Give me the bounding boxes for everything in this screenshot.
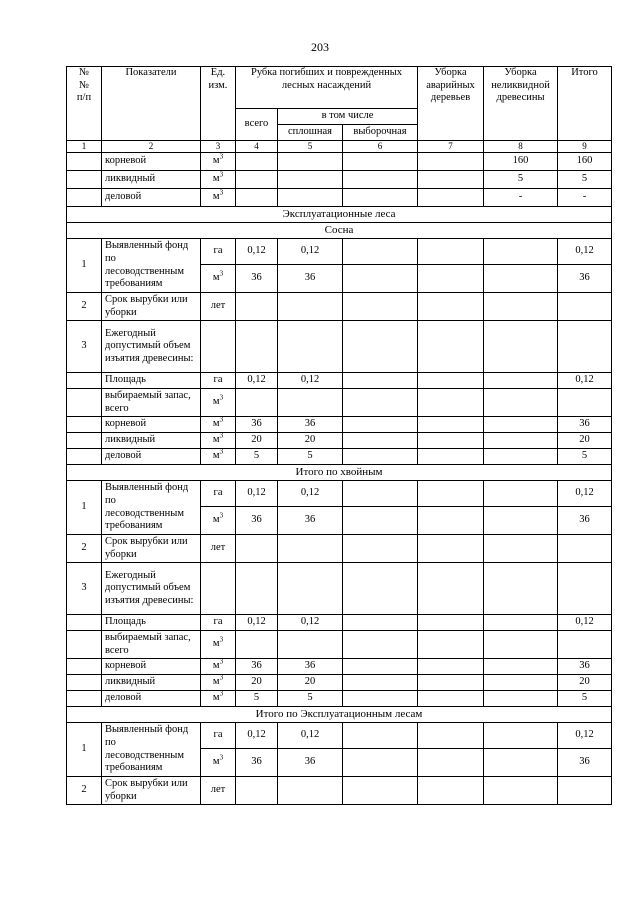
unit-cell: лет [201, 535, 236, 563]
value-cell: 5 [236, 449, 278, 465]
value-cell [484, 293, 558, 321]
col-solid-header: сплошная [278, 125, 343, 141]
value-cell [343, 389, 418, 417]
value-cell [236, 293, 278, 321]
unit-m: м [212, 272, 220, 284]
value-cell [343, 153, 418, 171]
row-number: 1 [67, 481, 102, 535]
section-title: Эксплуатационные леса [67, 207, 612, 223]
value-cell: 0,12 [278, 723, 343, 749]
unit-exp: 3 [219, 658, 224, 666]
unit-cell [201, 189, 236, 207]
value-cell: 5 [558, 449, 612, 465]
num-cell [67, 373, 102, 389]
label-cell: корневой [102, 417, 201, 433]
section-title: Итого по хвойным [67, 465, 612, 481]
value-cell [484, 321, 558, 373]
unit-m: м [212, 450, 220, 462]
value-cell: 20 [278, 433, 343, 449]
label-cell: Площадь [102, 373, 201, 389]
col-number: 5 [278, 141, 343, 153]
label-cell: Выявленный фонд по лесоводственным требованиям [102, 481, 201, 535]
value-cell: 5 [278, 691, 343, 707]
unit-m: м [212, 155, 220, 167]
value-cell: 36 [236, 417, 278, 433]
unit-m: м [212, 676, 220, 688]
value-cell: 36 [558, 417, 612, 433]
table-row [67, 449, 612, 465]
table-row [67, 659, 612, 675]
value-cell: 36 [236, 507, 278, 535]
value-cell [484, 449, 558, 465]
unit-cell [201, 389, 236, 417]
value-cell [343, 777, 418, 805]
unit-cell [201, 171, 236, 189]
table-row [67, 777, 612, 805]
table-row [67, 563, 612, 615]
row-number: 1 [67, 239, 102, 293]
row-number: 1 [67, 723, 102, 777]
value-cell: 160 [558, 153, 612, 171]
col-number: 9 [558, 141, 612, 153]
label-cell: Выявленный фонд по лесоводственным требованиям [102, 723, 201, 777]
unit-cell [201, 749, 236, 777]
value-cell [343, 675, 418, 691]
page-number: 203 [311, 40, 329, 54]
value-cell [418, 417, 484, 433]
col-unit-header: Ед. изм. [201, 67, 236, 141]
unit-m: м [212, 418, 220, 430]
value-cell [278, 563, 343, 615]
num-cell [67, 449, 102, 465]
label-cell: Срок вырубки или уборки [102, 777, 201, 805]
value-cell: 0,12 [236, 239, 278, 265]
unit-cell [201, 675, 236, 691]
unit-cell: га [201, 615, 236, 631]
label-cell: деловой [102, 189, 201, 207]
value-cell [236, 189, 278, 207]
num-cell [67, 153, 102, 171]
value-cell [484, 417, 558, 433]
label-cell: Срок вырубки или уборки [102, 535, 201, 563]
value-cell: 0,12 [278, 481, 343, 507]
value-cell [484, 631, 558, 659]
row-number: 3 [67, 563, 102, 615]
value-cell [343, 321, 418, 373]
label-cell: Ежегодный допустимый объем изъятия древесины: [102, 321, 201, 373]
num-cell [67, 615, 102, 631]
table-row [67, 321, 612, 373]
label-cell: Площадь [102, 615, 201, 631]
value-cell [343, 189, 418, 207]
value-cell [343, 691, 418, 707]
value-cell [418, 675, 484, 691]
unit-exp: 3 [219, 152, 224, 161]
label-cell: корневой [102, 153, 201, 171]
value-cell [343, 563, 418, 615]
col-selective-header: выборочная [343, 125, 418, 141]
value-cell: - [484, 189, 558, 207]
value-cell [418, 535, 484, 563]
unit-cell [201, 691, 236, 707]
col-illiquid-header: Уборка неликвидной древесины [484, 67, 558, 141]
value-cell [236, 389, 278, 417]
unit-m: м [212, 638, 220, 650]
value-cell [484, 389, 558, 417]
value-cell: 0,12 [558, 481, 612, 507]
value-cell: 20 [558, 675, 612, 691]
value-cell [343, 615, 418, 631]
value-cell [236, 535, 278, 563]
value-cell [418, 723, 484, 749]
col-total-header: Итого [558, 67, 612, 141]
table-row [67, 707, 612, 723]
value-cell [418, 433, 484, 449]
value-cell [484, 507, 558, 535]
unit-exp: 3 [219, 448, 224, 456]
unit-exp: 3 [219, 188, 224, 197]
value-cell [418, 449, 484, 465]
value-cell [278, 189, 343, 207]
value-cell [343, 171, 418, 189]
value-cell [278, 631, 343, 659]
value-cell: 36 [558, 749, 612, 777]
unit-cell [201, 321, 236, 373]
col-num-header: № № п/п [67, 67, 102, 141]
value-cell [418, 321, 484, 373]
value-cell [558, 389, 612, 417]
num-cell [67, 691, 102, 707]
value-cell: 36 [558, 659, 612, 675]
unit-m: м [212, 173, 220, 185]
table-row [67, 631, 612, 659]
value-cell [418, 189, 484, 207]
unit-exp: 3 [219, 432, 224, 440]
table-row [67, 615, 612, 631]
value-cell [484, 481, 558, 507]
value-cell [484, 433, 558, 449]
unit-m: м [212, 692, 220, 704]
value-cell: 5 [236, 691, 278, 707]
value-cell: 0,12 [236, 481, 278, 507]
unit-cell: лет [201, 777, 236, 805]
unit-exp: 3 [219, 753, 224, 762]
unit-exp: 3 [219, 635, 224, 644]
value-cell [558, 321, 612, 373]
value-cell [418, 373, 484, 389]
num-cell [67, 171, 102, 189]
unit-cell: га [201, 373, 236, 389]
value-cell: 36 [278, 659, 343, 675]
value-cell: 0,12 [278, 615, 343, 631]
table-row [67, 67, 612, 109]
value-cell [236, 171, 278, 189]
unit-cell [201, 449, 236, 465]
row-number: 2 [67, 535, 102, 563]
value-cell [418, 239, 484, 265]
value-cell [484, 239, 558, 265]
label-cell: Срок вырубки или уборки [102, 293, 201, 321]
value-cell [418, 481, 484, 507]
table-row [67, 293, 612, 321]
value-cell [236, 153, 278, 171]
value-cell [418, 615, 484, 631]
col-number: 8 [484, 141, 558, 153]
table-row [67, 141, 612, 153]
unit-cell: га [201, 723, 236, 749]
value-cell [236, 631, 278, 659]
value-cell: 0,12 [558, 723, 612, 749]
col-number: 7 [418, 141, 484, 153]
unit-exp: 3 [219, 269, 224, 278]
col-including-header: в том числе [278, 109, 418, 125]
unit-m: м [212, 434, 220, 446]
col-total-sub-header: всего [236, 109, 278, 141]
unit-m: м [212, 660, 220, 672]
value-cell [236, 777, 278, 805]
value-cell: 36 [236, 749, 278, 777]
forest-felling-table [66, 66, 612, 805]
value-cell [418, 777, 484, 805]
value-cell [484, 777, 558, 805]
label-cell: ликвидный [102, 433, 201, 449]
num-cell [67, 433, 102, 449]
num-cell [67, 189, 102, 207]
row-number: 3 [67, 321, 102, 373]
value-cell [343, 659, 418, 675]
value-cell [343, 239, 418, 265]
unit-cell [201, 265, 236, 293]
value-cell: 20 [558, 433, 612, 449]
value-cell: 20 [278, 675, 343, 691]
row-number: 2 [67, 293, 102, 321]
value-cell [484, 749, 558, 777]
value-cell: 36 [558, 265, 612, 293]
unit-m: м [212, 756, 220, 768]
value-cell [278, 777, 343, 805]
value-cell [278, 389, 343, 417]
table-row [67, 207, 612, 223]
section-title: Сосна [67, 223, 612, 239]
value-cell [418, 171, 484, 189]
table-row [67, 189, 612, 207]
num-cell [67, 675, 102, 691]
value-cell: - [558, 189, 612, 207]
value-cell: 0,12 [236, 373, 278, 389]
num-cell [67, 417, 102, 433]
table-row [67, 465, 612, 481]
value-cell [418, 153, 484, 171]
value-cell [558, 293, 612, 321]
value-cell [418, 563, 484, 615]
table-row [67, 433, 612, 449]
value-cell: 0,12 [558, 373, 612, 389]
label-cell: корневой [102, 659, 201, 675]
value-cell [343, 373, 418, 389]
unit-cell: га [201, 481, 236, 507]
value-cell: 5 [484, 171, 558, 189]
section-title: Итого по Эксплуатационным лесам [67, 707, 612, 723]
value-cell [343, 265, 418, 293]
value-cell [558, 563, 612, 615]
label-cell: Ежегодный допустимый объем изъятия древесины: [102, 563, 201, 615]
value-cell: 5 [558, 171, 612, 189]
value-cell: 36 [278, 507, 343, 535]
unit-exp: 3 [219, 690, 224, 698]
value-cell [484, 615, 558, 631]
num-cell [67, 389, 102, 417]
value-cell [343, 723, 418, 749]
value-cell [343, 449, 418, 465]
unit-cell: га [201, 239, 236, 265]
value-cell: 36 [278, 265, 343, 293]
row-number: 2 [67, 777, 102, 805]
value-cell [343, 535, 418, 563]
table-row [67, 535, 612, 563]
value-cell [558, 535, 612, 563]
value-cell [484, 691, 558, 707]
unit-cell [201, 659, 236, 675]
value-cell [278, 153, 343, 171]
value-cell [484, 675, 558, 691]
value-cell: 20 [236, 433, 278, 449]
value-cell [484, 265, 558, 293]
unit-cell [201, 153, 236, 171]
value-cell [418, 691, 484, 707]
unit-m: м [212, 514, 220, 526]
value-cell [278, 171, 343, 189]
value-cell [343, 293, 418, 321]
value-cell [558, 777, 612, 805]
unit-m: м [212, 191, 220, 203]
value-cell [343, 507, 418, 535]
value-cell [558, 631, 612, 659]
num-cell [67, 631, 102, 659]
label-cell: ликвидный [102, 171, 201, 189]
table-row [67, 171, 612, 189]
value-cell [484, 723, 558, 749]
value-cell: 0,12 [236, 723, 278, 749]
col-emergency-header: Уборка аварийных деревьев [418, 67, 484, 141]
value-cell: 36 [278, 417, 343, 433]
value-cell [343, 433, 418, 449]
unit-cell [201, 631, 236, 659]
value-cell: 0,12 [278, 239, 343, 265]
value-cell: 36 [236, 659, 278, 675]
value-cell [484, 535, 558, 563]
value-cell [278, 293, 343, 321]
value-cell: 0,12 [236, 615, 278, 631]
unit-exp: 3 [219, 416, 224, 424]
col-number: 2 [102, 141, 201, 153]
value-cell [418, 749, 484, 777]
value-cell: 0,12 [278, 373, 343, 389]
value-cell [343, 631, 418, 659]
label-cell: деловой [102, 449, 201, 465]
unit-exp: 3 [219, 170, 224, 179]
num-cell [67, 659, 102, 675]
unit-cell [201, 433, 236, 449]
value-cell [278, 321, 343, 373]
table-row [67, 389, 612, 417]
value-cell: 36 [558, 507, 612, 535]
col-number: 3 [201, 141, 236, 153]
value-cell [343, 417, 418, 433]
col-number: 4 [236, 141, 278, 153]
value-cell [484, 563, 558, 615]
value-cell [484, 659, 558, 675]
value-cell [343, 749, 418, 777]
value-cell: 5 [558, 691, 612, 707]
unit-cell: лет [201, 293, 236, 321]
value-cell [418, 389, 484, 417]
value-cell [236, 563, 278, 615]
unit-exp: 3 [219, 674, 224, 682]
value-cell [418, 265, 484, 293]
col-number: 6 [343, 141, 418, 153]
col-number: 1 [67, 141, 102, 153]
value-cell: 20 [236, 675, 278, 691]
label-cell: Выявленный фонд по лесоводственным требованиям [102, 239, 201, 293]
label-cell: выбираемый запас, всего [102, 631, 201, 659]
unit-cell [201, 417, 236, 433]
table-row [67, 373, 612, 389]
table-row [67, 691, 612, 707]
value-cell: 36 [236, 265, 278, 293]
value-cell [418, 659, 484, 675]
table-row [67, 417, 612, 433]
value-cell [278, 535, 343, 563]
value-cell [418, 507, 484, 535]
value-cell [418, 631, 484, 659]
table-row [67, 239, 612, 265]
label-cell: ликвидный [102, 675, 201, 691]
table-row [67, 481, 612, 507]
value-cell: 0,12 [558, 615, 612, 631]
table-row [67, 675, 612, 691]
unit-cell [201, 507, 236, 535]
label-cell: деловой [102, 691, 201, 707]
value-cell [236, 321, 278, 373]
value-cell [343, 481, 418, 507]
value-cell: 0,12 [558, 239, 612, 265]
unit-cell [201, 563, 236, 615]
value-cell [418, 293, 484, 321]
col-indicators-header: Показатели [102, 67, 201, 141]
col-felling-header: Рубка погибших и поврежденных лесных насаждений [236, 67, 418, 109]
unit-exp: 3 [219, 393, 224, 402]
value-cell: 5 [278, 449, 343, 465]
unit-exp: 3 [219, 511, 224, 520]
table-row [67, 723, 612, 749]
label-cell: выбираемый запас, всего [102, 389, 201, 417]
value-cell: 36 [278, 749, 343, 777]
unit-m: м [212, 396, 220, 408]
value-cell: 160 [484, 153, 558, 171]
table-row [67, 153, 612, 171]
table-row [67, 223, 612, 239]
value-cell [484, 373, 558, 389]
